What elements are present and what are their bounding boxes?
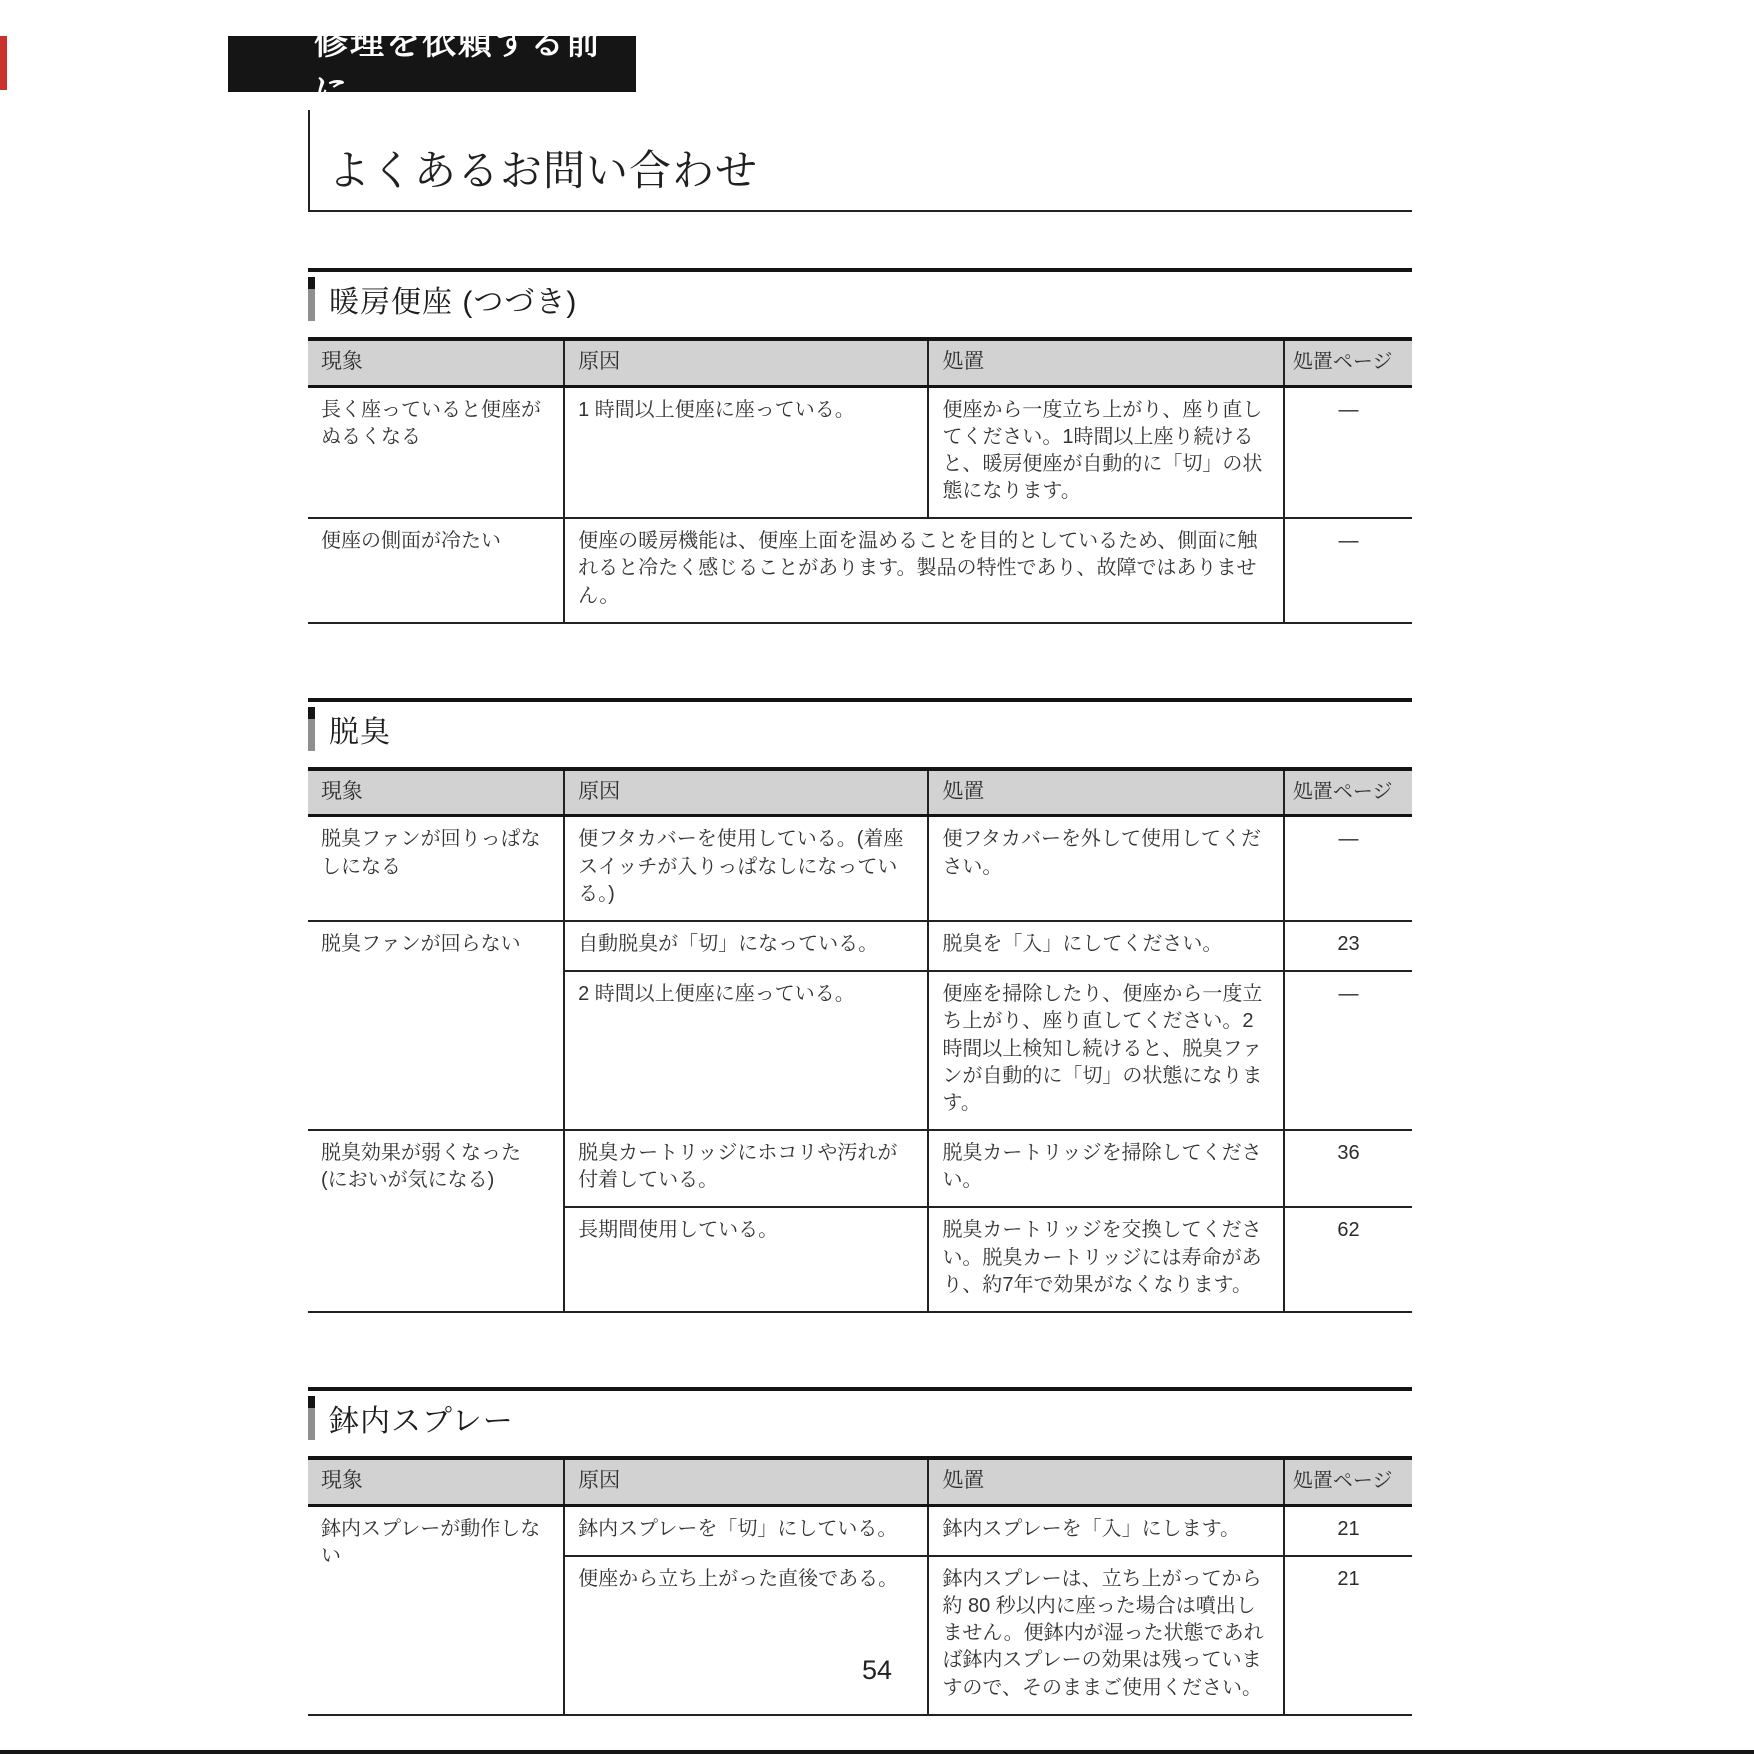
chapter-banner: [228, 24, 636, 111]
phenomenon-cell: 脱臭ファンが回りっぱなしになる: [308, 816, 564, 921]
column-header-action: 処置: [928, 769, 1283, 816]
section-title: 脱臭: [329, 715, 391, 749]
page-ref-cell: 36: [1284, 1130, 1412, 1207]
table-row: [308, 1505, 1412, 1556]
action-cell: 脱臭カートリッジを掃除してください。: [928, 1130, 1283, 1207]
table-row: [308, 386, 1412, 518]
section-header: [308, 698, 1412, 767]
table-row: [308, 518, 1412, 623]
section-header: [308, 268, 1412, 337]
table-header-row: [308, 339, 1412, 386]
column-header-cause: 原因: [564, 339, 928, 386]
action-cell: 脱臭を「入」にしてください。: [928, 921, 1283, 971]
cause-cell: 長期間使用している。: [564, 1207, 928, 1312]
column-header-page: 処置ページ: [1284, 769, 1412, 816]
column-header-cause: 原因: [564, 769, 928, 816]
phenomenon-cell: 脱臭効果が弱くなった (においが気になる): [308, 1130, 564, 1312]
section-1: [308, 268, 1412, 624]
section-marker-bar: [308, 277, 315, 321]
column-header-phenomenon: 現象: [308, 1458, 564, 1505]
page-title-block: [308, 110, 1412, 212]
table-row: [308, 921, 1412, 971]
sections-container: [308, 212, 1412, 1716]
phenomenon-cell: 鉢内スプレーが動作しない: [308, 1505, 564, 1715]
table-header-row: [308, 769, 1412, 816]
cause-cell: 便座から立ち上がった直後である。: [564, 1556, 928, 1715]
column-header-action: 処置: [928, 1458, 1283, 1505]
column-header-action: 処置: [928, 339, 1283, 386]
phenomenon-cell: 便座の側面が冷たい: [308, 518, 564, 623]
cause-cell: 便フタカバーを使用している。(着座スイッチが入りっぱなしになっている。): [564, 816, 928, 921]
action-cell: 脱臭カートリッジを交換してください。脱臭カートリッジには寿命があり、約7年で効果がなくなります。: [928, 1207, 1283, 1312]
page-ref-cell: 62: [1284, 1207, 1412, 1312]
section-title: 鉢内スプレー: [329, 1405, 514, 1439]
troubleshooting-table: [308, 767, 1412, 1313]
bottom-edge-rule: [0, 1750, 1754, 1754]
page-title: よくあるお問い合わせ: [328, 147, 759, 194]
table-row: [308, 1130, 1412, 1207]
page-ref-cell: —: [1284, 518, 1412, 623]
phenomenon-cell: 長く座っていると便座がぬるくなる: [308, 386, 564, 518]
action-cell: 鉢内スプレーは、立ち上がってから約 80 秒以内に座った場合は噴出しません。便鉢内が湿った状態であれば鉢内スプレーの効果は残っていますので、そのままご使用ください。: [928, 1556, 1283, 1715]
troubleshooting-table: [308, 337, 1412, 624]
section-marker-bar: [308, 707, 315, 751]
page-ref-cell: —: [1284, 971, 1412, 1130]
red-edge-tab: [0, 36, 7, 90]
cause-action-merged-cell: 便座の暖房機能は、便座上面を温めることを目的としているため、側面に触れると冷たく感じることがあります。製品の特性であり、故障ではありません。: [564, 518, 1284, 623]
action-cell: 便座を掃除したり、便座から一度立ち上がり、座り直してください。2 時間以上検知し続けると、脱臭ファンが自動的に「切」の状態になります。: [928, 971, 1283, 1130]
page-ref-cell: 21: [1284, 1505, 1412, 1556]
section-header: [308, 1387, 1412, 1456]
section-2: [308, 698, 1412, 1313]
column-header-page: 処置ページ: [1284, 339, 1412, 386]
cause-cell: 脱臭カートリッジにホコリや汚れが付着している。: [564, 1130, 928, 1207]
action-cell: 便フタカバーを外して使用してください。: [928, 816, 1283, 921]
section-title: 暖房便座 (つづき): [329, 286, 578, 319]
page-ref-cell: —: [1284, 386, 1412, 518]
page-ref-cell: —: [1284, 816, 1412, 921]
page-number: 54: [861, 1655, 893, 1685]
cause-cell: 鉢内スプレーを「切」にしている。: [564, 1505, 928, 1556]
table-row: [308, 816, 1412, 921]
cause-cell: 自動脱臭が「切」になっている。: [564, 921, 928, 971]
phenomenon-cell: 脱臭ファンが回らない: [308, 921, 564, 1130]
action-cell: 鉢内スプレーを「入」にします。: [928, 1505, 1283, 1556]
column-header-cause: 原因: [564, 1458, 928, 1505]
column-header-phenomenon: 現象: [308, 769, 564, 816]
page-ref-cell: 21: [1284, 1556, 1412, 1715]
page-ref-cell: 23: [1284, 921, 1412, 971]
chapter-banner-label: 修理を依頼する前に: [314, 24, 602, 111]
column-header-phenomenon: 現象: [308, 339, 564, 386]
cause-cell: 1 時間以上便座に座っている。: [564, 386, 928, 518]
table-header-row: [308, 1458, 1412, 1505]
action-cell: 便座から一度立ち上がり、座り直してください。1時間以上座り続けると、暖房便座が自動的に「切」の状態になります。: [928, 386, 1283, 518]
section-marker-bar: [308, 1396, 315, 1440]
cause-cell: 2 時間以上便座に座っている。: [564, 971, 928, 1130]
column-header-page: 処置ページ: [1284, 1458, 1412, 1505]
